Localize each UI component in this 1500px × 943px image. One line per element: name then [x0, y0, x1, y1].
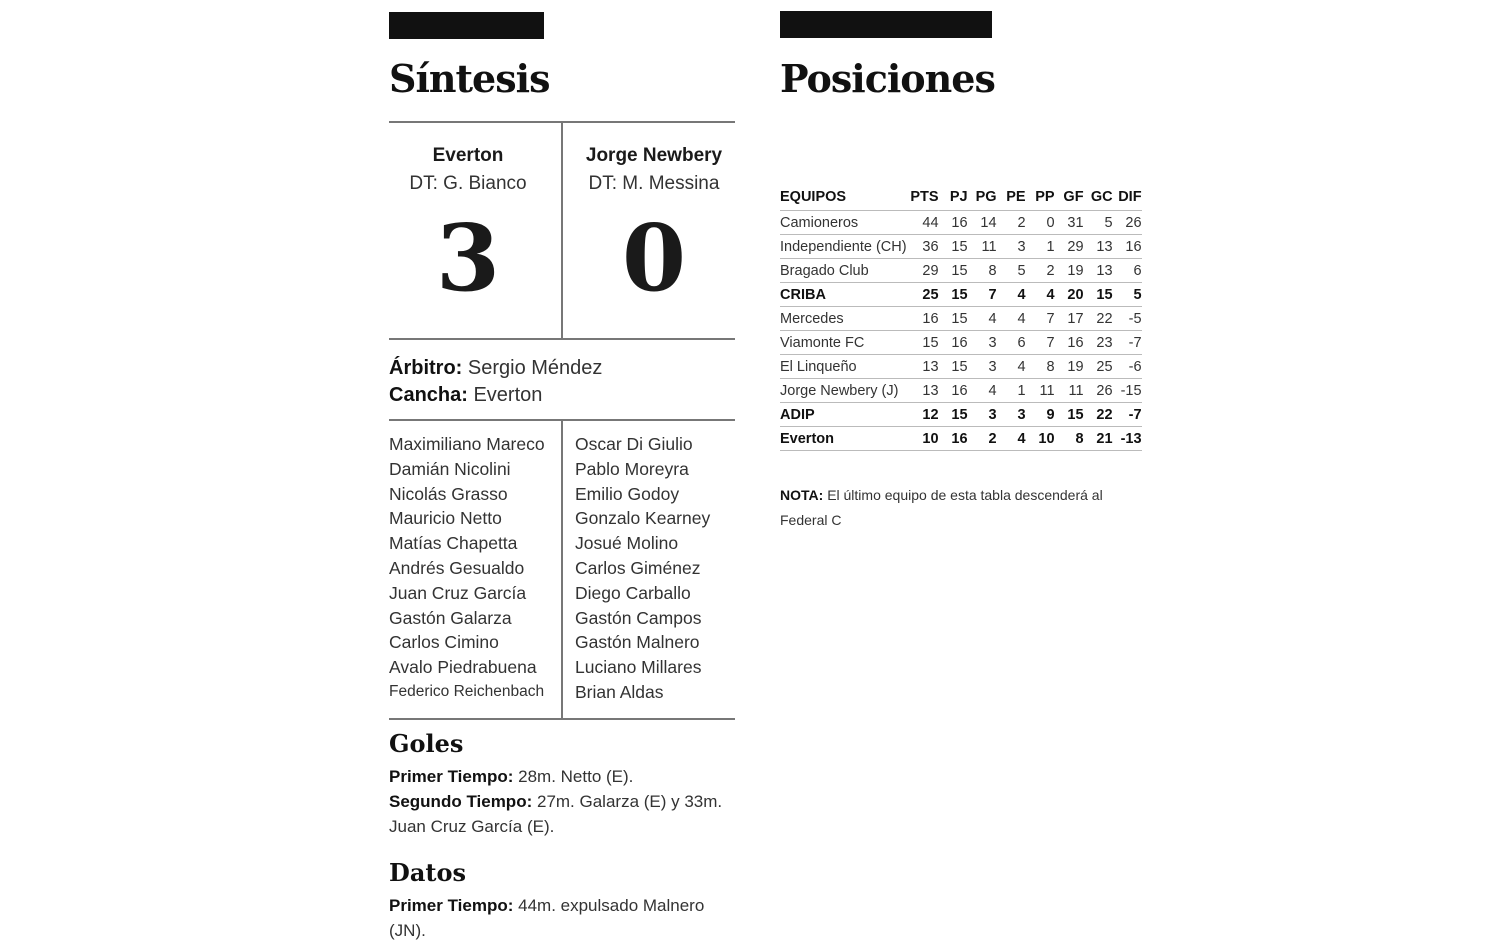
- note-label: NOTA:: [780, 487, 824, 503]
- player-name: Carlos Giménez: [575, 557, 701, 578]
- column-header: DIF: [1113, 186, 1142, 211]
- standings-table: [780, 186, 1142, 451]
- table-row: [780, 283, 1142, 307]
- stat-cell: 0: [1026, 211, 1055, 235]
- stat-cell: 3: [968, 403, 997, 427]
- player-name: Pablo Moreyra: [575, 458, 689, 479]
- player-name: Federico Reichenbach: [389, 682, 545, 700]
- stat-cell: 11: [1055, 379, 1084, 403]
- stat-cell: 15: [939, 283, 968, 307]
- stat-cell: 7: [968, 283, 997, 307]
- stat-cell: 11: [1026, 379, 1055, 403]
- stat-cell: 15: [939, 259, 968, 283]
- team-cell: Viamonte FC: [780, 331, 907, 355]
- stat-cell: -13: [1113, 427, 1142, 451]
- column-header: GC: [1084, 186, 1113, 211]
- table-row: [780, 379, 1142, 403]
- table-row: [780, 403, 1142, 427]
- stat-cell: 29: [907, 259, 939, 283]
- stat-cell: 29: [1055, 235, 1084, 259]
- stat-cell: 44: [907, 211, 939, 235]
- stat-cell: 22: [1084, 307, 1113, 331]
- stat-cell: 8: [1055, 427, 1084, 451]
- stat-cell: 10: [1026, 427, 1055, 451]
- data-first-half-label: Primer Tiempo:: [389, 896, 514, 915]
- stat-cell: 9: [1026, 403, 1055, 427]
- stat-cell: 20: [1055, 283, 1084, 307]
- column-header: EQUIPOS: [780, 186, 907, 211]
- stat-cell: 2: [997, 211, 1026, 235]
- player-name: Damián Nicolini: [389, 458, 511, 479]
- stat-cell: 1: [997, 379, 1026, 403]
- stat-cell: 4: [968, 379, 997, 403]
- stat-cell: -6: [1113, 355, 1142, 379]
- stat-cell: 4: [1026, 283, 1055, 307]
- player-name: Matías Chapetta: [389, 533, 518, 554]
- table-row: [780, 259, 1142, 283]
- stat-cell: 2: [1026, 259, 1055, 283]
- stat-cell: 15: [939, 235, 968, 259]
- team-cell: Everton: [780, 427, 907, 451]
- stat-cell: 3: [968, 355, 997, 379]
- stat-cell: 2: [968, 427, 997, 451]
- player-name: Juan Cruz García: [389, 582, 527, 603]
- player-name: Josué Molino: [575, 533, 679, 554]
- divider: [389, 338, 735, 340]
- player-name: Oscar Di Giulio: [575, 434, 693, 454]
- away-score: 0: [621, 204, 686, 312]
- posiciones-header-bar: [780, 11, 992, 38]
- divider-vertical: [561, 122, 563, 339]
- stat-cell: 15: [939, 355, 968, 379]
- second-half-label: Segundo Tiempo:: [389, 792, 533, 811]
- stat-cell: 4: [997, 427, 1026, 451]
- stat-cell: 3: [997, 235, 1026, 259]
- table-header-row: [780, 186, 1142, 211]
- divider-vertical: [561, 421, 563, 719]
- stat-cell: 16: [939, 427, 968, 451]
- column-header: PG: [968, 186, 997, 211]
- table-row: [780, 211, 1142, 235]
- team-cell: ADIP: [780, 403, 907, 427]
- stat-cell: -15: [1113, 379, 1142, 403]
- stat-cell: 21: [1084, 427, 1113, 451]
- stat-cell: 12: [907, 403, 939, 427]
- player-name: Avalo Piedrabuena: [389, 657, 537, 678]
- team-cell: Mercedes: [780, 307, 907, 331]
- stadium-label: Cancha:: [389, 384, 468, 406]
- stat-cell: 6: [1113, 259, 1142, 283]
- goals-second-half: [389, 789, 739, 839]
- stat-cell: 3: [968, 331, 997, 355]
- stat-cell: 26: [1113, 211, 1142, 235]
- player-name: Andrés Gesualdo: [389, 557, 525, 578]
- table-note: [780, 483, 1130, 533]
- stat-cell: 25: [907, 283, 939, 307]
- first-half-goals: 28m. Netto (E).: [518, 767, 634, 786]
- player-name: Gastón Campos: [575, 607, 702, 628]
- stat-cell: 7: [1026, 331, 1055, 355]
- stat-cell: 19: [1055, 355, 1084, 379]
- stat-cell: 4: [997, 307, 1026, 331]
- team-cell: Independiente (CH): [780, 235, 907, 259]
- stat-cell: 1: [1026, 235, 1055, 259]
- referee-line: [389, 357, 602, 380]
- team-cell: CRIBA: [780, 283, 907, 307]
- stat-cell: 17: [1055, 307, 1084, 331]
- player-name: Diego Carballo: [575, 582, 691, 603]
- sintesis-title: Síntesis: [389, 56, 550, 101]
- stat-cell: 22: [1084, 403, 1113, 427]
- table-row: [780, 355, 1142, 379]
- goals-title: Goles: [389, 729, 464, 758]
- column-header: PJ: [939, 186, 968, 211]
- player-name: Gastón Galarza: [389, 607, 512, 628]
- player-name: Mauricio Netto: [389, 508, 502, 529]
- stat-cell: 13: [907, 355, 939, 379]
- stat-cell: 10: [907, 427, 939, 451]
- stat-cell: 16: [1113, 235, 1142, 259]
- stat-cell: 11: [968, 235, 997, 259]
- stat-cell: 15: [907, 331, 939, 355]
- note-text: El último equipo de esta tabla descenderá al Federal C: [780, 487, 1103, 528]
- stat-cell: -5: [1113, 307, 1142, 331]
- stadium-value: Everton: [473, 384, 543, 406]
- player-name: Carlos Cimino: [389, 632, 499, 653]
- stat-cell: 16: [1055, 331, 1084, 355]
- column-header: GF: [1055, 186, 1084, 211]
- goals-first-half: [389, 764, 739, 789]
- stat-cell: 15: [1055, 403, 1084, 427]
- table-row: [780, 427, 1142, 451]
- posiciones-title: Posiciones: [780, 56, 995, 101]
- stat-cell: -7: [1113, 331, 1142, 355]
- stat-cell: 6: [997, 331, 1026, 355]
- home-players-list: [389, 432, 545, 705]
- stadium-line: [389, 384, 542, 407]
- stat-cell: 3: [997, 403, 1026, 427]
- referee-label: Árbitro:: [389, 357, 463, 379]
- second-half-goals: 27m. Galarza (E) y 33m. Juan Cruz García (E).: [389, 792, 723, 836]
- stat-cell: 16: [939, 211, 968, 235]
- stat-cell: 4: [968, 307, 997, 331]
- stat-cell: 7: [1026, 307, 1055, 331]
- data-text: [389, 893, 739, 943]
- column-header: PE: [997, 186, 1026, 211]
- away-team-name: Jorge Newbery: [585, 145, 723, 166]
- stat-cell: 26: [1084, 379, 1113, 403]
- stat-cell: 31: [1055, 211, 1084, 235]
- away-players-list: [575, 432, 710, 705]
- table-row: [780, 235, 1142, 259]
- sintesis-header-bar: [389, 12, 544, 39]
- stat-cell: 16: [939, 331, 968, 355]
- stat-cell: 19: [1055, 259, 1084, 283]
- away-team-coach: DT: M. Messina: [588, 173, 720, 194]
- data-first-half-text: 44m. expulsado Malnero (JN).: [389, 896, 705, 940]
- home-score: 3: [435, 204, 500, 312]
- stat-cell: 15: [1084, 283, 1113, 307]
- player-name: Luciano Millares: [575, 657, 702, 678]
- table-row: [780, 307, 1142, 331]
- team-cell: Bragado Club: [780, 259, 907, 283]
- stat-cell: 16: [939, 379, 968, 403]
- goals-text: [389, 764, 739, 839]
- player-name: Nicolás Grasso: [389, 483, 508, 504]
- column-header: PP: [1026, 186, 1055, 211]
- stat-cell: 13: [1084, 235, 1113, 259]
- player-name: Gonzalo Kearney: [575, 508, 711, 529]
- stat-cell: 15: [939, 307, 968, 331]
- team-cell: Jorge Newbery (J): [780, 379, 907, 403]
- team-cell: Camioneros: [780, 211, 907, 235]
- first-half-label: Primer Tiempo:: [389, 767, 514, 786]
- stat-cell: 36: [907, 235, 939, 259]
- player-name: Emilio Godoy: [575, 483, 680, 504]
- player-name: Gastón Malnero: [575, 632, 700, 653]
- player-name: Maximiliano Mareco: [389, 434, 545, 454]
- column-header: PTS: [907, 186, 939, 211]
- stat-cell: 25: [1084, 355, 1113, 379]
- stat-cell: 8: [968, 259, 997, 283]
- stat-cell: 5: [1113, 283, 1142, 307]
- home-team-coach: DT: G. Bianco: [409, 173, 527, 194]
- stat-cell: 16: [907, 307, 939, 331]
- stat-cell: 13: [907, 379, 939, 403]
- stat-cell: 4: [997, 283, 1026, 307]
- home-team-name: Everton: [432, 145, 504, 166]
- stat-cell: 4: [997, 355, 1026, 379]
- stat-cell: 15: [939, 403, 968, 427]
- stat-cell: 5: [1084, 211, 1113, 235]
- table-row: [780, 331, 1142, 355]
- stat-cell: -7: [1113, 403, 1142, 427]
- referee-value: Sergio Méndez: [467, 357, 603, 379]
- divider: [389, 718, 735, 720]
- stat-cell: 13: [1084, 259, 1113, 283]
- player-name: Brian Aldas: [575, 681, 664, 702]
- stat-cell: 5: [997, 259, 1026, 283]
- stat-cell: 14: [968, 211, 997, 235]
- stat-cell: 23: [1084, 331, 1113, 355]
- stat-cell: 8: [1026, 355, 1055, 379]
- data-title: Datos: [389, 858, 466, 887]
- team-cell: El Linqueño: [780, 355, 907, 379]
